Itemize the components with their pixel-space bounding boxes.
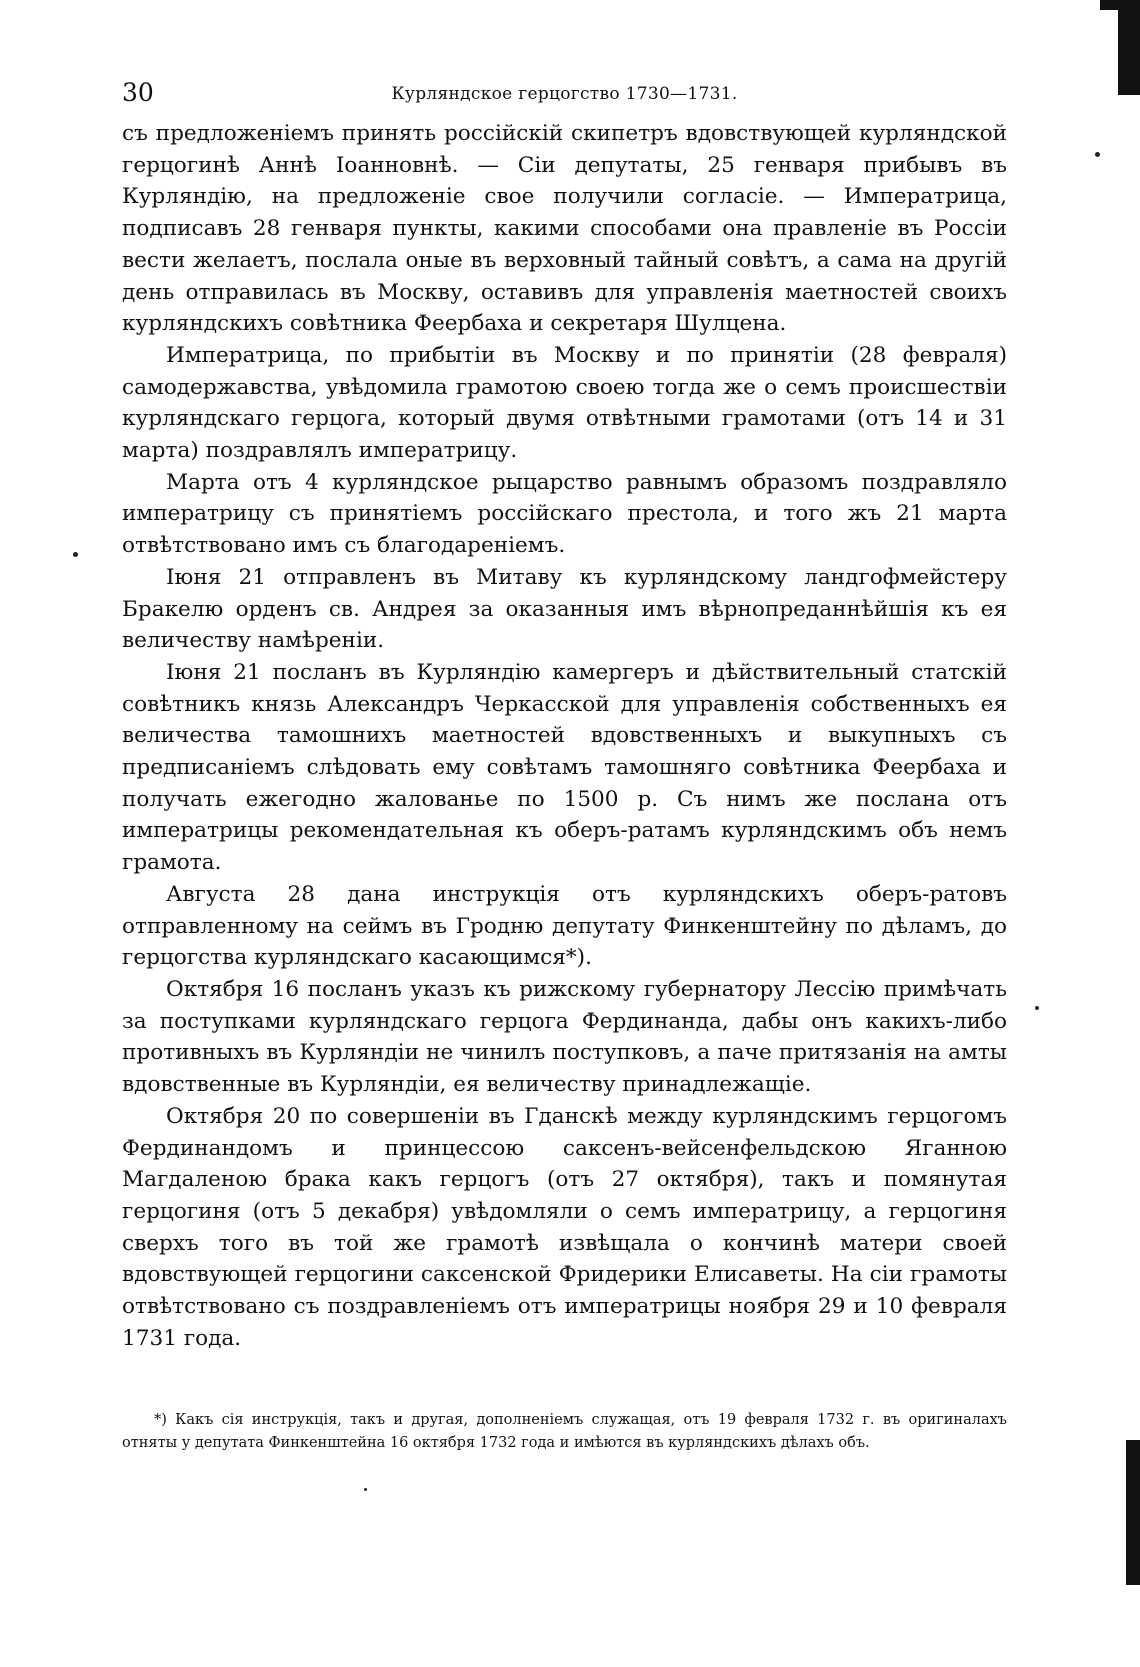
body-text	[122, 118, 1007, 1354]
paragraph-6: Августа 28 дана инструкцiя отъ курляндскихъ оберъ-ратовъ отправленному на сеймъ въ Гродню депутату Финкенштейну по дѣламъ, до герцогства курляндскаго касающимся*).	[122, 881, 1007, 971]
scan-edge-bottom	[1126, 1440, 1140, 1585]
paragraph-1: съ предложенiемъ принять россiйскiй скипетръ вдовствующей курляндской герцогинѣ Аннѣ Iоанновнѣ. — Сiи депутаты, 25 генваря прибывъ въ Курляндiю, на предложенiе свое получили согласiе. — Императрица, подписавъ 28 генваря пункты, какими способами она правленiе въ Россiи вести желаетъ, послала оные въ верховный тайный совѣтъ, а сама на другiй день отправилась въ Москву, оставивъ для управленiя маетностей своихъ курляндскихъ совѣтника Феербаха и секретаря Шулцена.	[122, 121, 1007, 337]
running-title: Курляндское герцогство 1730—1731.	[391, 84, 738, 104]
scan-speck	[1095, 152, 1100, 157]
page-number: 30	[122, 78, 154, 107]
paragraph-2: Императрица, по прибытiи въ Москву и по принятiи (28 февраля) самодержавства, увѣдомила грамотою своею тогда же о семъ происшествiи курляндскаго герцога, который двумя отвѣтными грамотами (отъ 14 и 31 марта) поздравлялъ императрицу.	[122, 342, 1007, 464]
paragraph-5: Iюня 21 посланъ въ Курляндiю камергеръ и дѣйствительный статскiй совѣтникъ князь Александръ Черкасской для управленiя собственныхъ ея величества тамошнихъ маетностей вдовственныхъ и выкупныхъ съ предписанiемъ слѣдовать ему совѣтамъ тамошняго совѣтника Феербаха и получать ежегодно жалованье по 1500 р. Съ нимъ же послана отъ императрицы рекомендательная къ оберъ-ратамъ курляндскимъ объ немъ грамота.	[122, 659, 1007, 876]
scan-edge-hook	[1100, 0, 1140, 10]
page-header	[122, 76, 1007, 110]
paragraph-7: Октября 16 посланъ указъ къ рижскому губернатору Лессiю примѣчать за поступками курляндскаго герцога Фердинанда, дабы онъ какихъ-либо противныхъ въ Курляндiи не чинилъ поступковъ, а паче притязанiя на амты вдовственные въ Курляндiи, ея величеству принадлежащiе.	[122, 976, 1007, 1098]
footnote: *) Какъ сiя инструкцiя, такъ и другая, дополненiемъ служащая, отъ 19 февраля 1732 г. въ оригиналахъ отняты у депутата Финкенштейна 16 октября 1732 года и имѣются въ курляндскихъ дѣлахъ объ.	[122, 1412, 1007, 1451]
paragraph-4: Iюня 21 отправленъ въ Митаву къ курляндскому ландгофмейстеру Бракелю орденъ св. Андрея за оказанныя имъ вѣрнопреданнѣйшiя къ ея величеству намѣренiи.	[122, 564, 1007, 654]
scan-speck	[73, 552, 78, 557]
scan-speck	[1035, 1006, 1039, 1010]
paragraph-8: Октября 20 по совершенiи въ Гданскѣ между курляндскимъ герцогомъ Фердинандомъ и принцессою саксенъ-вейсенфельдскою Яганною Магдаленою брака какъ герцогъ (отъ 27 октября), такъ и помянутая герцогиня (отъ 5 декабря) увѣдомляли о семъ императрицу, а герцогиня сверхъ того въ той же грамотѣ извѣщала о кончинѣ матери своей вдовствующей герцогини саксенской Фридерики Елисаветы. На сiи грамоты отвѣтствовано съ поздравленiемъ отъ императрицы ноября 29 и 10 февраля 1731 года.	[122, 1103, 1007, 1351]
scan-speck	[364, 1488, 367, 1491]
scan-edge-top	[1118, 0, 1140, 95]
paragraph-3: Марта отъ 4 курляндское рыцарство равнымъ образомъ поздравляло императрицу съ принятiемъ россiйскаго престола, и того жъ 21 марта отвѣтствовано имъ съ благодаренiемъ.	[122, 469, 1007, 559]
